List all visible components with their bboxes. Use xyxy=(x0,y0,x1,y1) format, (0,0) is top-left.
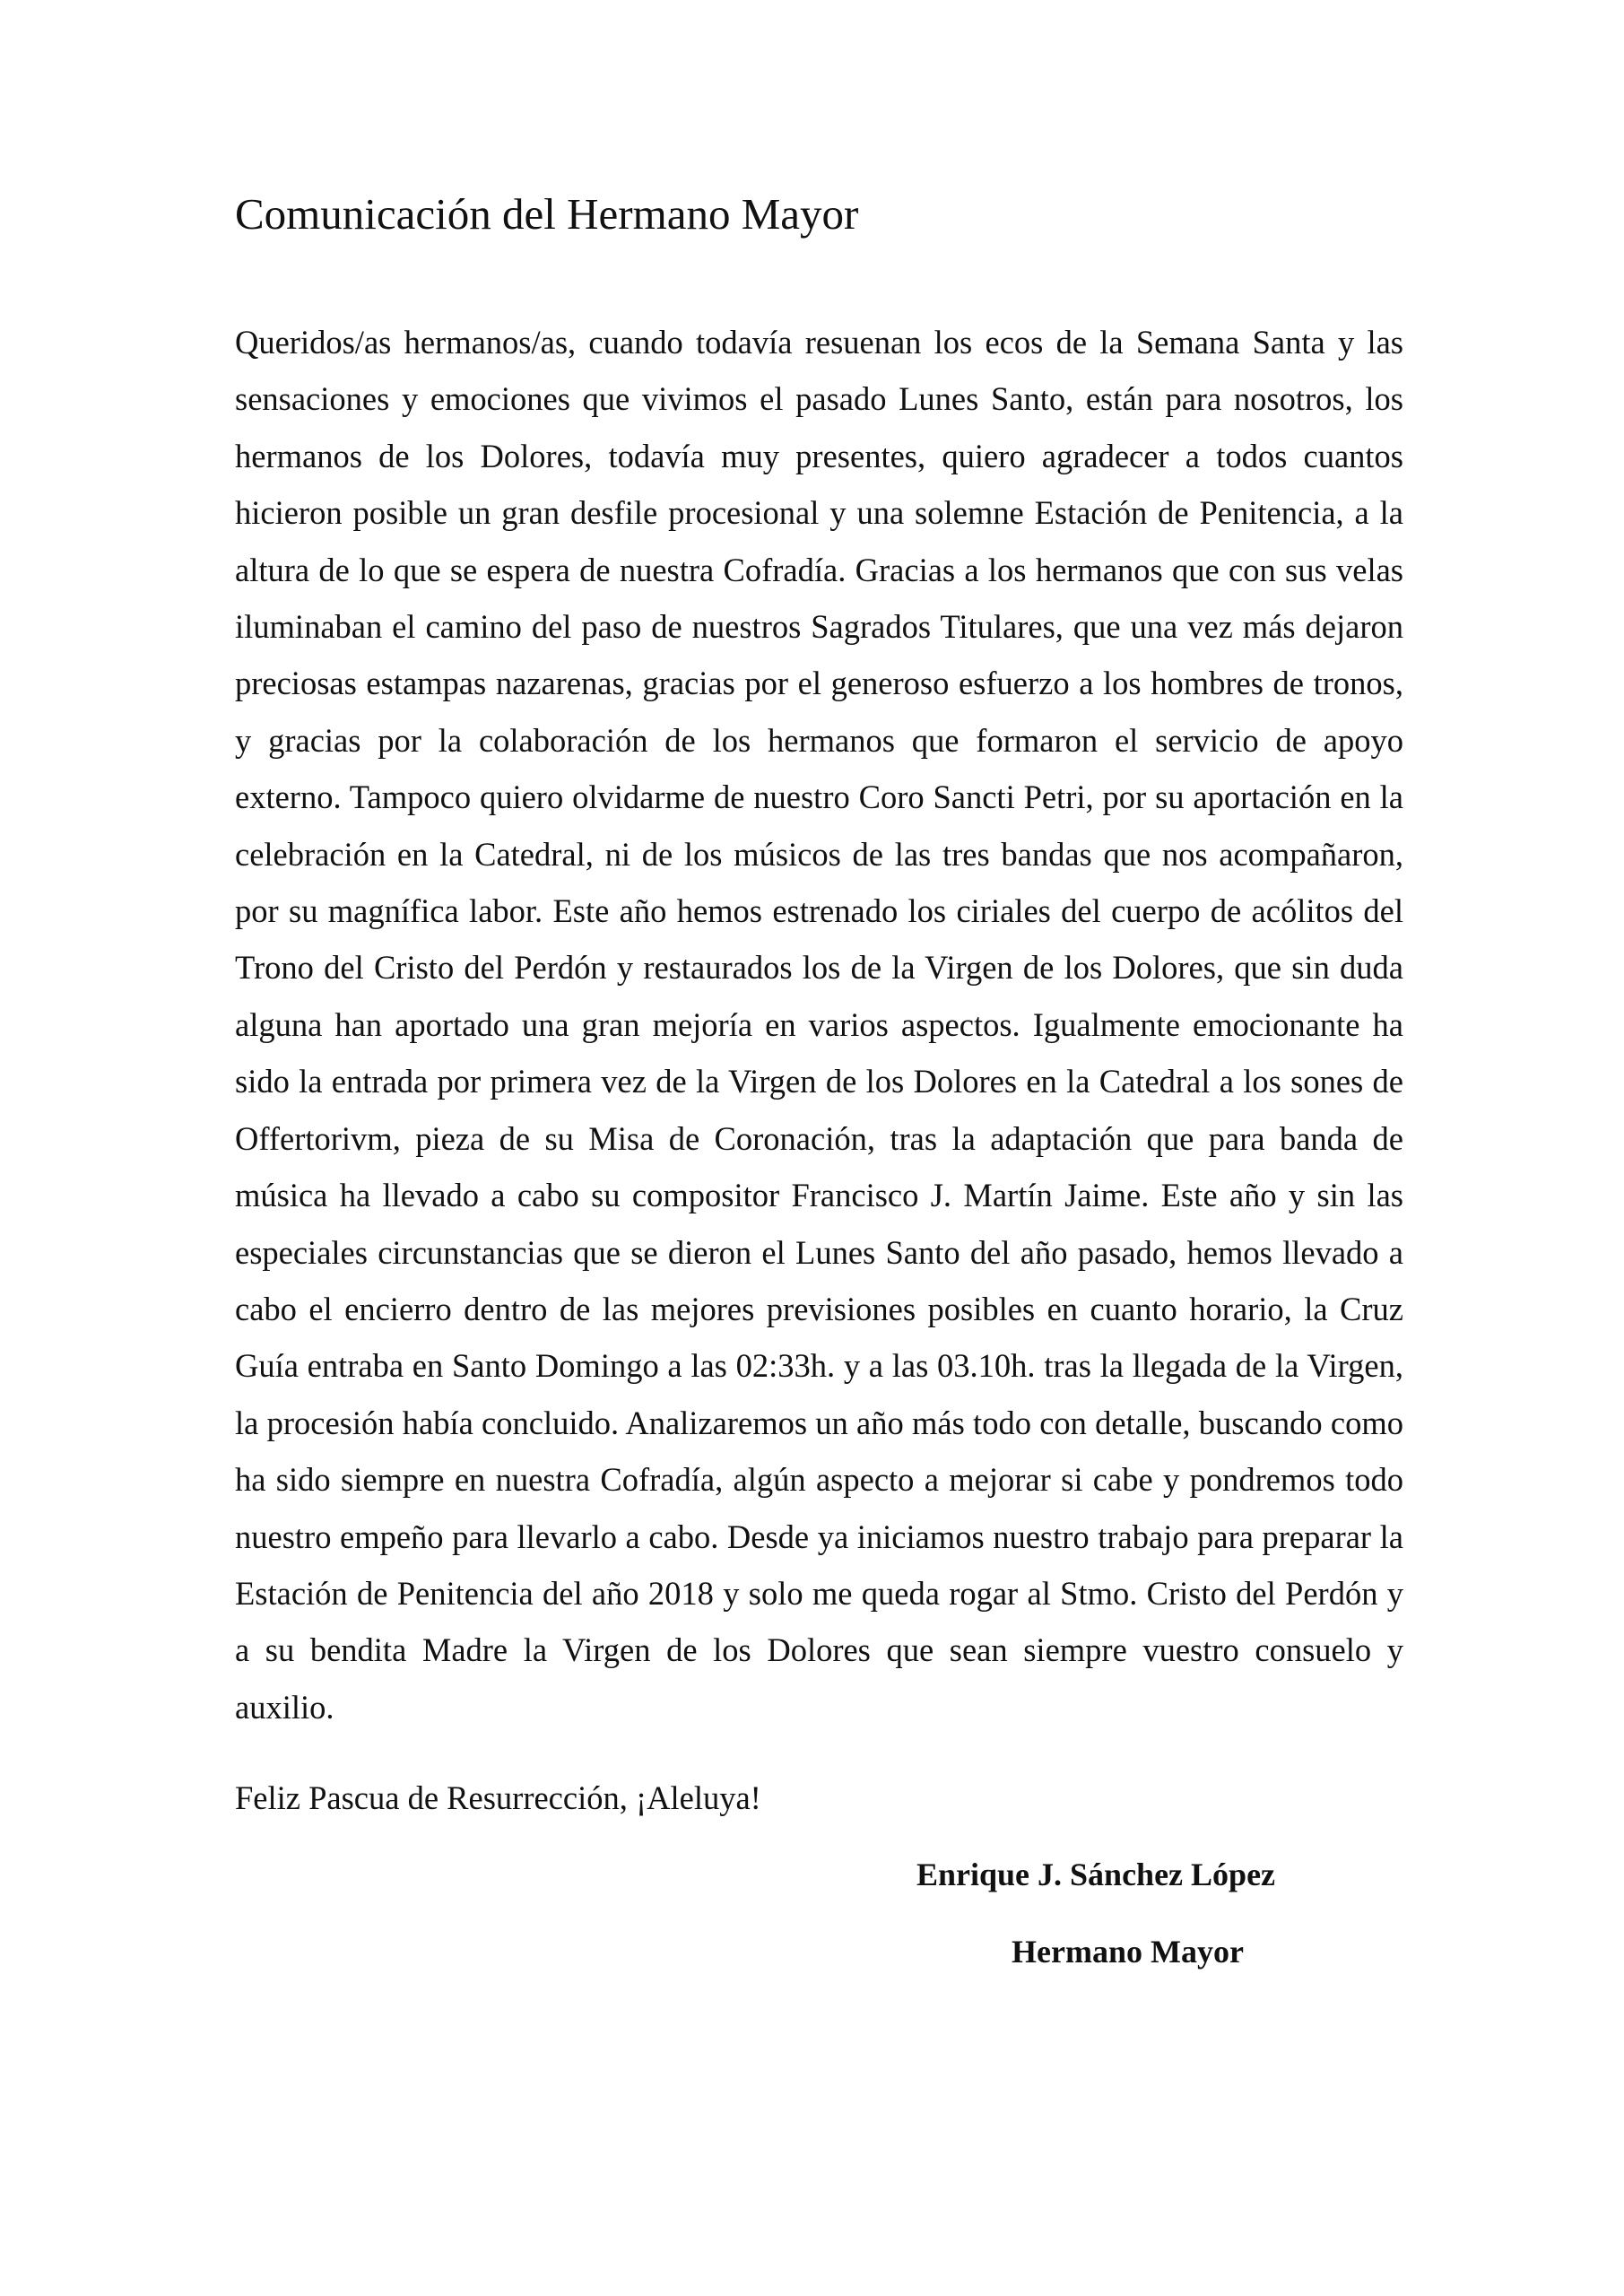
document-title: Comunicación del Hermano Mayor xyxy=(235,189,859,239)
body-paragraph: Queridos/as hermanos/as, cuando todavía resuenan los ecos de la Semana Santa y las sensaciones y emociones que vivimos el pasado Lunes Santo, están para nosotros, los hermanos de los Dolores, todavía muy presentes, quiero agradecer a todos cuantos hicieron posible un gran desfile procesional y una solemne Estación de Penitencia, a la altura de lo que se espera de nuestra Cofradía. Gracias a los hermanos que con sus velas iluminaban el camino del paso de nuestros Sagrados Titulares, que una vez más dejaron preciosas estampas nazarenas, gracias por el generoso esfuerzo a los hombres de tronos, y gracias por la colaboración de los hermanos que formaron el servicio de apoyo externo. Tampoco quiero olvidarme de nuestro Coro Sancti Petri, por su aportación en la celebración en la Catedral, ni de los músicos de las tres bandas que nos acompañaron, por su magnífica labor. Este año hemos estrenado los ciriales del cuerpo de acólitos del Trono del Cristo del Perdón y restaurados los de la Virgen de los Dolores, que sin duda alguna han aportado una gran mejoría en varios aspectos. Igualmente emocionante ha sido la entrada por primera vez de la Virgen de los Dolores en la Catedral a los sones de Offertorivm, pieza de su Misa de Coronación, tras la adaptación que para banda de música ha llevado a cabo su compositor Francisco J. Martín Jaime. Este año y sin las especiales circunstancias que se dieron el Lunes Santo del año pasado, hemos llevado a cabo el encierro dentro de las mejores previsiones posibles en cuanto horario, la Cruz Guía entraba en Santo Domingo a las 02:33h. y a las 03.10h. tras la llegada de la Virgen, la procesión había concluido. Analizaremos un año más todo con detalle, buscando como ha sido siempre en nuestra Cofradía, algún aspecto a mejorar si cabe y pondremos todo nuestro empeño para llevarlo a cabo. Desde ya iniciamos nuestro trabajo para preparar la Estación de Penitencia del año 2018 y solo me queda rogar al Stmo. Cristo del Perdón y a su bendita Madre la Virgen de los Dolores que sean siempre vuestro consuelo y auxilio. xyxy=(235,324,1403,1726)
signature-role: Hermano Mayor xyxy=(1012,1934,1244,1970)
signature-name: Enrique J. Sánchez López xyxy=(916,1857,1276,1892)
closing-line: Feliz Pascua de Resurrección, ¡Aleluya! xyxy=(235,1779,761,1816)
